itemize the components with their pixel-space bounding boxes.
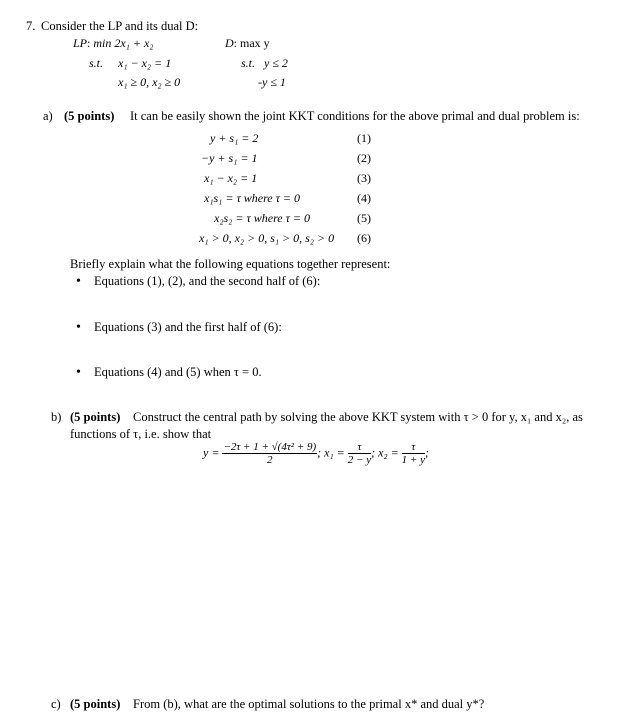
dual-label: D [225, 36, 234, 50]
lp-constraint: x₁ − x₂ = 1 [118, 56, 172, 70]
dual-objective: max y [240, 36, 270, 50]
lp-objective: min 2x₁ + x₂ [93, 36, 154, 50]
x1-numerator: τ [348, 441, 371, 454]
bullet-text-2: Equations (3) and the first half of (6): [94, 320, 282, 334]
dual-st-label: s.t. [241, 56, 256, 70]
kkt-eq-6-number: (6) [357, 231, 371, 245]
part-a-points: (5 points) [64, 109, 115, 123]
lp-objective-row: LP: min 2x₁ + x₂ [73, 36, 154, 50]
part-a-explain: Briefly explain what the following equations together represent: [70, 257, 391, 271]
formula-tail: ; [424, 445, 429, 460]
problem-intro: Consider the LP and its dual D: [41, 19, 199, 33]
part-c-points: (5 points) [70, 697, 121, 711]
x1-lhs: ; x₁ = [317, 445, 345, 460]
kkt-eq-2: −y + s₁ = 1 [201, 151, 258, 165]
x2-denominator: 1 + y [401, 454, 425, 466]
part-b-letter: b) [51, 410, 62, 424]
kkt-eq-5: x₂s₂ = τ where τ = 0 [214, 211, 311, 225]
bullet-dot-3: • [76, 365, 81, 380]
bullet-dot-1: • [76, 274, 81, 289]
kkt-eq-6: x₁ > 0, x₂ > 0, s₁ > 0, s₂ > 0 [199, 231, 335, 245]
kkt-eq-3-number: (3) [357, 171, 371, 185]
y-lhs: y = [203, 445, 220, 460]
part-b-text-line-1: Construct the central path by solving the above KKT system with τ > 0 for y, x₁ and x₂, as [133, 410, 583, 424]
kkt-eq-1-number: (1) [357, 131, 371, 145]
x2-lhs: ; x₂ = [371, 445, 399, 460]
bullet-dot-2: • [76, 320, 81, 335]
part-b-text-line-2: functions of τ, i.e. show that [70, 427, 212, 441]
part-c-letter: c) [51, 697, 61, 711]
part-a-text: It can be easily shown the joint KKT conditions for the above primal and dual problem is: [130, 109, 580, 123]
dual-objective-row: D: max y [225, 36, 270, 50]
problem-number: 7. [26, 19, 36, 33]
kkt-eq-2-number: (2) [357, 151, 371, 165]
kkt-eq-3: x₁ − x₂ = 1 [204, 171, 258, 185]
dual-constraint-2: -y ≤ 1 [258, 75, 286, 89]
y-fraction [222, 441, 317, 466]
part-b-points: (5 points) [70, 410, 121, 424]
x2-numerator: τ [402, 441, 425, 454]
lp-label: LP [73, 36, 88, 50]
bullet-text-1: Equations (1), (2), and the second half of (6): [94, 274, 321, 288]
dual-constraint-1: y ≤ 2 [264, 56, 288, 70]
kkt-eq-4-number: (4) [357, 191, 371, 205]
bullet-text-3: Equations (4) and (5) when τ = 0. [94, 365, 262, 379]
kkt-eq-1: y + s₁ = 2 [210, 131, 259, 145]
x2-fraction [402, 441, 425, 466]
y-numerator: −2τ + 1 + √(4τ² + 9) [223, 441, 317, 453]
part-c-text: From (b), what are the optimal solutions to the primal x* and dual y*? [133, 697, 485, 711]
lp-bounds: x₁ ≥ 0, x₂ ≥ 0 [118, 75, 181, 89]
x1-denominator: 2 − y [347, 454, 372, 466]
kkt-eq-4: x₁s₁ = τ where τ = 0 [204, 191, 301, 205]
y-denominator: 2 [267, 454, 273, 466]
lp-st-label: s.t. [89, 56, 104, 70]
part-a-letter: a) [43, 109, 53, 123]
x1-fraction [348, 441, 371, 466]
central-path-formula [203, 441, 429, 466]
kkt-eq-5-number: (5) [357, 211, 371, 225]
